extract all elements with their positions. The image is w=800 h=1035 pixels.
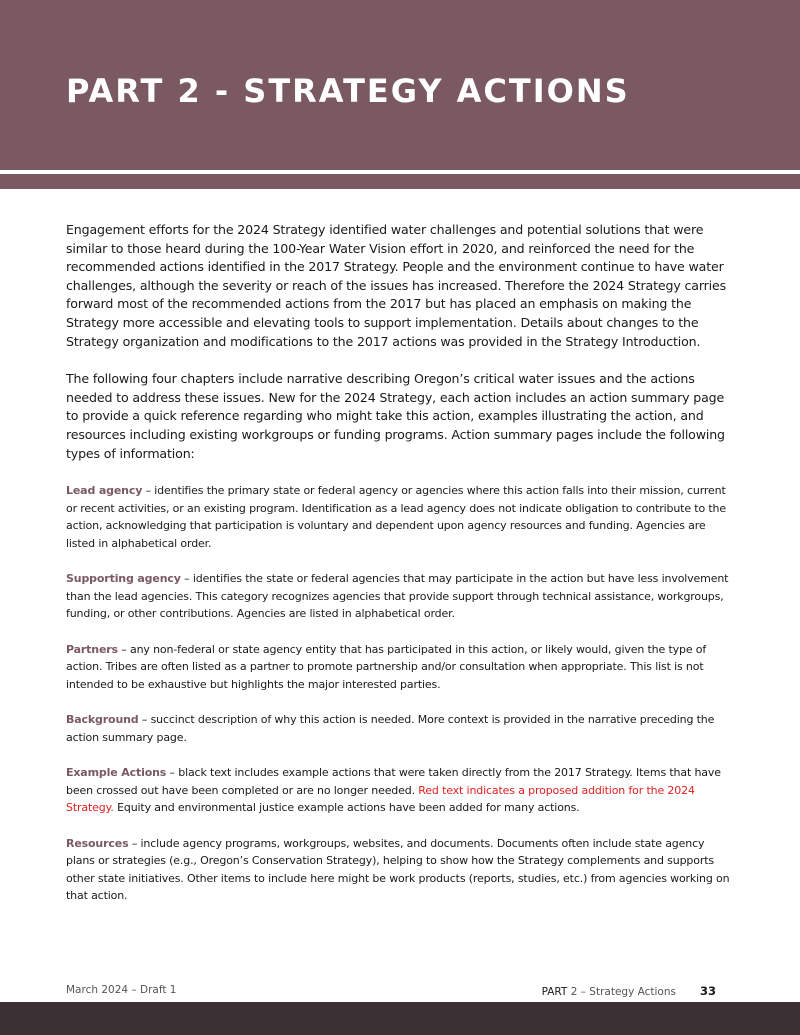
definition-text: – any non-federal or state agency entity that has participated in this action, or likely would, given the type of action. Tribes are often listed as a partner to promote partnership and/or consultation when appropriate. This list is not intended to be exhaustive but highlights the major interested parties. bbox=[66, 642, 707, 691]
definition-term: Example Actions bbox=[66, 766, 167, 780]
definition-term: Background bbox=[66, 713, 139, 727]
definition-resources bbox=[66, 835, 736, 905]
definition-partners bbox=[66, 641, 736, 694]
footer-section bbox=[542, 984, 716, 998]
page-number: 33 bbox=[699, 984, 716, 998]
definition-lead-agency bbox=[66, 482, 736, 552]
footer-part-label: PART bbox=[541, 986, 568, 998]
definitions-list bbox=[66, 482, 736, 905]
definition-example-actions bbox=[66, 764, 736, 817]
definition-text: – include agency programs, workgroups, websites, and documents. Documents often include state agency plans or strategies (e.g., Oregon’s Conservation Strategy), helping to show how the Strategy complements and supports other state initiatives. Other items to include here might be work products (reports, studies, etc.) from agencies working on that action. bbox=[66, 836, 730, 903]
definition-text: – identifies the primary state or federal agency or agencies where this action falls into their mission, current or recent activities, or an existing program. Identification as a lead agency does not indicate obligation to contribute to the action, acknowledging that participation is voluntary and dependent upon agency resources and funding. Agencies are listed in alphabetical order. bbox=[66, 484, 726, 550]
definition-term: Supporting agency bbox=[66, 572, 181, 586]
definition-text: – identifies the state or federal agencies that may participate in the action but have less involvement than the lead agencies. This category recognizes agencies that provide support through technical assistance, workgroups, funding, or other contributions. Agencies are listed in alphabetical order. bbox=[66, 572, 729, 621]
definition-text: – succinct description of why this action is needed. More context is provided in the narrative preceding the action summary page. bbox=[66, 713, 715, 744]
header-stripe bbox=[0, 174, 800, 189]
proposed-addition-note: Red text indicates a proposed addition for the 2024 Strategy. bbox=[66, 783, 695, 815]
definition-background bbox=[66, 711, 736, 746]
footer-part-text: 2 – Strategy Actions bbox=[567, 986, 676, 998]
intro-paragraph: The following four chapters include narrative describing Oregon’s critical water issues and the actions needed to address these issues. New for the 2024 Strategy, each action includes an action summary page to provide a quick reference regarding who might take this action, examples illustrating the action, and resources including existing workgroups or funding programs. Action summary pages include the following types of information: bbox=[66, 371, 725, 461]
definition-term: Partners bbox=[66, 642, 118, 656]
definition-supporting-agency bbox=[66, 570, 736, 623]
definition-term: Resources bbox=[66, 836, 129, 850]
definition-text: – black text includes example actions that were taken directly from the 2017 Strategy. Items that have been crossed out have been completed or are no longer needed. bbox=[66, 766, 721, 797]
footer-date: March 2024 – Draft 1 bbox=[66, 984, 177, 996]
definition-term: Lead agency bbox=[66, 484, 143, 498]
header-band bbox=[0, 0, 800, 170]
footer-band bbox=[0, 1002, 800, 1035]
definition-text-after: Equity and environmental justice example actions have been added for many actions. bbox=[113, 801, 580, 815]
page-title: PART 2 - STRATEGY ACTIONS bbox=[66, 72, 630, 110]
main-content bbox=[66, 221, 736, 923]
intro-paragraph: Engagement efforts for the 2024 Strategy identified water challenges and potential solutions that were similar to those heard during the 100-Year Water Vision effort in 2020, and reinforced the need for the recommended actions identified in the 2017 Strategy. People and the environment continue to have water challenges, although the severity or reach of the issues has increased. Therefore the 2024 Strategy carries forward most of the recommended actions from the 2017 but has placed an emphasis on making the Strategy more accessible and elevating tools to support implementation. Details about changes to the Strategy organization and modifications to the 2017 actions was provided in the Strategy Introduction. bbox=[66, 222, 727, 349]
